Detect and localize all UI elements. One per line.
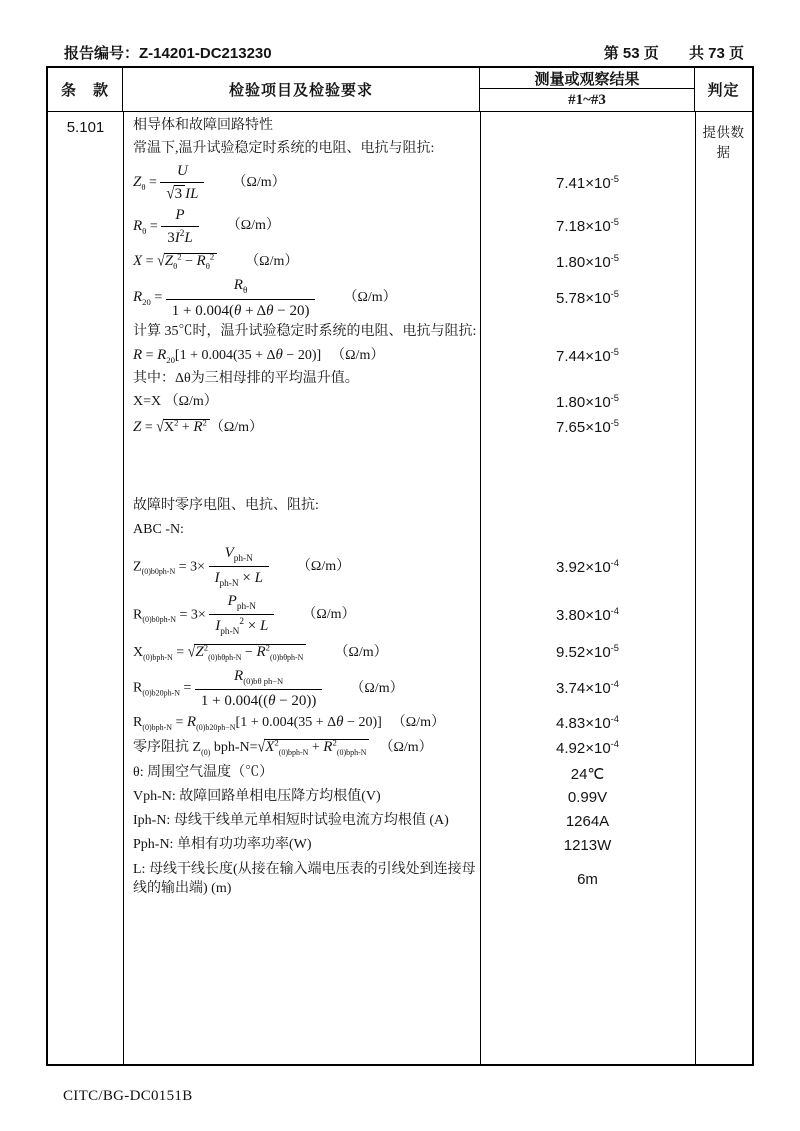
result-value: 6m	[577, 871, 598, 889]
inspection-table	[46, 66, 754, 1066]
requirement-rows	[123, 115, 695, 902]
requirement-content: $R_\theta$ = $\frac{P}{3I^2L}$ （Ω/m）	[123, 205, 480, 249]
line-abc-n-label	[123, 519, 695, 543]
header-result-title: 测量或观察结果	[480, 68, 694, 89]
header-clause: 条 款	[48, 68, 123, 111]
formula-x0	[123, 639, 695, 666]
param-l	[123, 858, 695, 902]
requirement-content: $X = √Z_\theta^2 - R_\theta^2$ （Ω/m）	[133, 251, 299, 271]
requirement-content: $R_{(0)bph-N} = R_{(0)b20ph-N}[1 + 0.004(35 + \Delta\theta - 20)]$ （Ω/m）	[133, 713, 445, 732]
line-fault-zero-seq-title	[123, 495, 695, 519]
requirement-content: $Z = √X^2 + R^2$ （Ω/m）	[133, 417, 264, 436]
line-note-delta-theta	[123, 368, 695, 391]
formula-z0-impedance	[123, 735, 695, 762]
section-gap	[123, 441, 695, 495]
requirement-content: $Z_\theta$ = $\frac{U}{√3 IL}$ （Ω/m）	[133, 163, 286, 204]
param-theta	[123, 762, 695, 786]
requirement-content: $R_{20}$ = $\frac{R_\theta}{1 + 0.004(\theta + \Delta\theta - 20)}$ （Ω/m）	[123, 275, 480, 321]
requirement-content: 常温下,温升试验稳定时系统的电阻、电抗与阻抗:	[133, 141, 435, 157]
requirement-content: $R = R_{20}[1 + 0.004(35 + \Delta\theta - 20)]$ （Ω/m）	[133, 347, 385, 365]
requirement-content: θ: 周围空气温度（℃）	[133, 765, 274, 781]
result-value: $3.92\times 10^{-4}$	[556, 557, 619, 576]
requirement-content: 计算 35℃时，温升试验稳定时系统的电阻、电抗与阻抗:	[133, 323, 477, 339]
report-number-value: Z-14201-DC213230	[139, 45, 272, 62]
result-value: $4.83\times 10^{-4}$	[556, 713, 619, 732]
param-vphn	[123, 786, 695, 810]
header-judgment: 判定	[707, 83, 740, 99]
result-value: $4.92\times 10^{-4}$	[556, 739, 619, 758]
line-normal-temp-intro	[123, 138, 695, 161]
line-conductor-title	[123, 115, 695, 138]
requirement-content: 其中：Δθ为三相母排的平均温升值。	[133, 370, 359, 386]
column-divider	[695, 112, 696, 1064]
document-code: CITC/BG-DC0151B	[63, 1088, 193, 1104]
result-value: $3.74\times 10^{-4}$	[556, 679, 619, 698]
result-value: $7.44\times 10^{-5}$	[556, 346, 619, 365]
requirement-content: $R_{(0)b0ph-N} = 3\times$ $P_{ph-N}$ $I_{ph-N}^2 \times L$ （Ω/m）	[133, 592, 356, 638]
result-value: 0.99V	[567, 789, 608, 807]
requirement-content: $X_{(0)bph-N} = √Z^2_{(0)b\theta ph-N} - R^2_{(0)b\theta ph-N}$ （Ω/m）	[133, 642, 388, 662]
formula-r0	[123, 591, 695, 639]
requirement-content: $R_{(0)b20ph-N}$ = $\frac{R_{(0)b\theta ph-N}}{1 + 0.004((\theta - 20))}$ （Ω/m）	[123, 666, 480, 711]
formula-z	[123, 414, 695, 441]
table-header-row	[48, 68, 752, 112]
requirement-content: 故障时零序电阻、电抗、阻抗:	[133, 498, 319, 514]
formula-x-eq	[123, 391, 695, 414]
result-value: $7.41\times 10^{-5}$	[556, 173, 619, 192]
formula-r20	[123, 275, 695, 321]
formula-r0bph	[123, 711, 695, 735]
formula-x	[123, 248, 695, 275]
result-value: $7.18\times 10^{-5}$	[556, 217, 619, 236]
formula-r-theta	[123, 205, 695, 249]
requirement-content: 相导体和故障回路特性	[133, 118, 273, 134]
total-pages: 共 73 页	[688, 45, 744, 62]
page-indicator	[578, 42, 744, 63]
result-value: 1264A	[565, 813, 610, 831]
result-value: $7.65\times 10^{-5}$	[556, 418, 619, 437]
formula-r	[123, 344, 695, 368]
table-body	[48, 112, 752, 1064]
current-page: 第 53 页	[603, 45, 659, 62]
judgment-value: 提供数据	[702, 125, 745, 160]
requirement-content: L: 母线干线长度(从接在输入端电压表的引线处到连接母线的输出端) (m)	[133, 861, 476, 896]
header-item: 检验项目及检验要求	[123, 68, 480, 111]
requirement-content: $Z_{(0)b0ph-N} = 3\times$ $V_{ph-N}$ $I_{ph-N} \times L$ （Ω/m）	[133, 544, 351, 590]
param-pphn	[123, 834, 695, 858]
result-value: $1.80\times 10^{-5}$	[556, 252, 619, 271]
header-result-sub: #1~#3	[568, 91, 606, 108]
formula-z-theta	[123, 161, 695, 205]
formula-r0b20	[123, 666, 695, 711]
header-result-group	[480, 68, 695, 111]
page-header	[64, 42, 744, 63]
result-value: 24℃	[570, 765, 605, 783]
requirement-content: Pph-N: 单相有功功率功率(W)	[133, 837, 312, 853]
clause-number: 5.101	[66, 119, 105, 136]
requirement-content: ABC -N:	[133, 522, 184, 538]
param-iphn	[123, 810, 695, 834]
result-value: $5.78\times 10^{-5}$	[556, 288, 619, 307]
result-value: $3.80\times 10^{-4}$	[556, 605, 619, 624]
result-value: 1213W	[563, 837, 612, 855]
requirement-content: Vph-N: 故障回路单相电压降方均根值(V)	[133, 789, 381, 805]
requirement-content: X=X （Ω/m）	[133, 393, 218, 409]
line-calc-35c-intro	[123, 321, 695, 344]
result-value: $9.52\times 10^{-5}$	[556, 643, 619, 662]
report-number-label: 报告编号：	[64, 45, 140, 62]
requirement-content: Iph-N: 母线干线单元单相短时试验电流方均根值 (A)	[133, 813, 449, 829]
formula-z0	[123, 543, 695, 591]
report-number	[64, 42, 272, 63]
result-value: $1.80\times 10^{-5}$	[556, 393, 619, 412]
requirement-content: 零序阻抗 $Z_{(0)}$ bph-$N=√X^2_{(0)bph-N} + R^2_{(0)bph-N}$ （Ω/m）	[133, 737, 433, 758]
